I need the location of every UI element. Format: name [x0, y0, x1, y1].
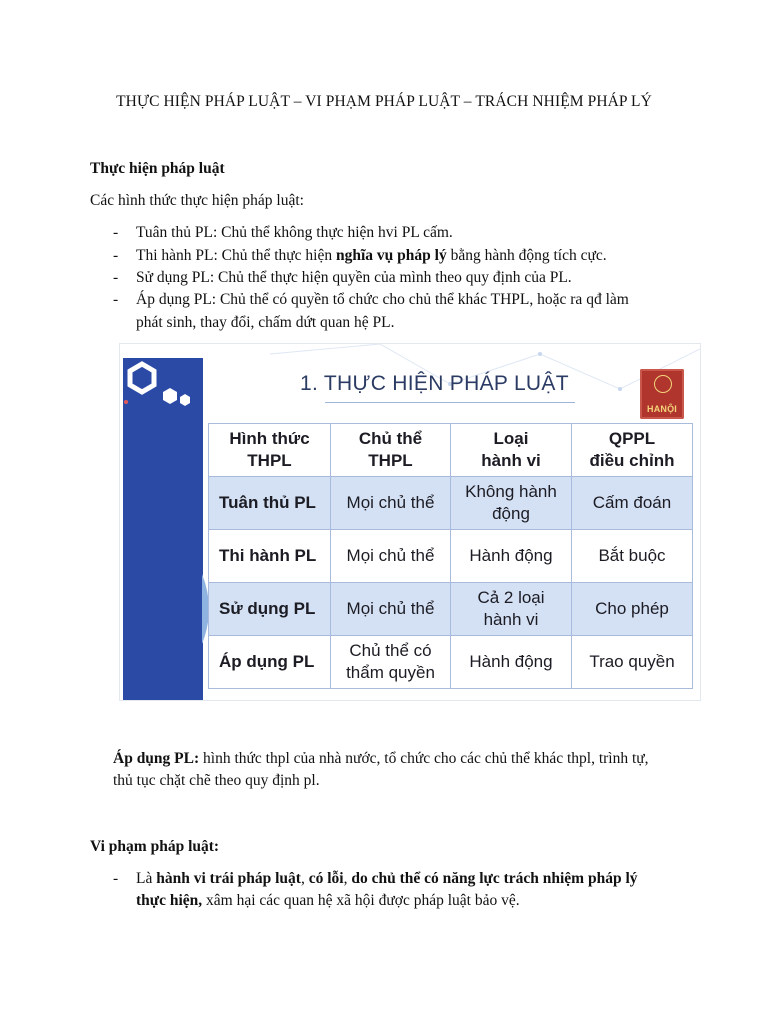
- bullet-dash: -: [113, 269, 119, 286]
- bullet-dash: -: [113, 870, 119, 887]
- table-cell: Cả 2 loại hành vi: [451, 583, 572, 636]
- list-item-text: Là hành vi trái pháp luật, có lỗi, do chủ thể có năng lực trách nhiệm pháp lý: [136, 870, 638, 887]
- bullet-dash: -: [113, 291, 119, 308]
- table-cell: Chủ thể có thẩm quyền: [331, 636, 451, 689]
- section-intro: Các hình thức thực hiện pháp luật:: [90, 192, 304, 209]
- table-cell: Cho phép: [572, 583, 693, 636]
- row-header: Thi hành PL: [209, 530, 331, 583]
- table-header-row: [209, 424, 693, 477]
- table-cell: Mọi chủ thể: [331, 477, 451, 530]
- table-row: [209, 583, 693, 636]
- emphasis: nghĩa vụ pháp lý: [335, 247, 447, 264]
- title-underline: [325, 402, 575, 403]
- apdung-paragraph-line2: thủ tục chặt chẽ theo quy định pl.: [113, 772, 320, 789]
- table-cell: Không hành động: [451, 477, 572, 530]
- emphasis: Áp dụng PL:: [113, 750, 200, 767]
- apdung-paragraph-line1: Áp dụng PL: hình thức thpl của nhà nước, tổ chức cho các chủ thể khác thpl, trình tự,: [113, 750, 649, 767]
- table-cell: Hành động: [451, 530, 572, 583]
- list-item-text: Áp dụng PL: Chủ thể có quyền tổ chức cho chủ thể khác THPL, hoặc ra qđ làm: [136, 291, 629, 308]
- table-cell: Trao quyền: [572, 636, 693, 689]
- university-logo: [640, 369, 684, 419]
- slide-image: [119, 343, 701, 701]
- table-cell: Cấm đoán: [572, 477, 693, 530]
- slide-title: 1. THỰC HIỆN PHÁP LUẬT: [300, 372, 569, 395]
- document-title: THỰC HIỆN PHÁP LUẬT – VI PHẠM PHÁP LUẬT – TRÁCH NHIỆM PHÁP LÝ: [116, 93, 652, 110]
- table-cell: Mọi chủ thể: [331, 530, 451, 583]
- hexagon-icon: [120, 358, 200, 418]
- table-row: [209, 636, 693, 689]
- bullet-dash: -: [113, 247, 119, 264]
- row-header: Áp dụng PL: [209, 636, 331, 689]
- table-cell: Bắt buộc: [572, 530, 693, 583]
- column-header: Loại hành vi: [451, 424, 572, 477]
- section-heading-vi-pham: Vi phạm pháp luật:: [90, 838, 220, 855]
- table-cell: Hành động: [451, 636, 572, 689]
- logo-text: HANỘI: [647, 404, 677, 414]
- bullet-dash: -: [113, 224, 119, 241]
- column-header: QPPL điều chỉnh: [572, 424, 693, 477]
- list-item-text: Sử dụng PL: Chủ thể thực hiện quyền của mình theo quy định của PL.: [136, 269, 572, 286]
- forms-table: [208, 423, 693, 689]
- table-row: [209, 530, 693, 583]
- table-row: [209, 477, 693, 530]
- section-heading-thuc-hien: Thực hiện pháp luật: [90, 160, 225, 177]
- list-item-text: Tuân thủ PL: Chủ thể không thực hiện hvi PL cấm.: [136, 224, 453, 241]
- list-item-continuation: thực hiện, xâm hại các quan hệ xã hội được pháp luật bảo vệ.: [136, 892, 520, 909]
- column-header: Chủ thể THPL: [331, 424, 451, 477]
- table-cell: Mọi chủ thể: [331, 583, 451, 636]
- row-header: Tuân thủ PL: [209, 477, 331, 530]
- row-header: Sử dụng PL: [209, 583, 331, 636]
- emblem-icon: [654, 375, 672, 393]
- column-header: Hình thức THPL: [209, 424, 331, 477]
- list-item-text: Thi hành PL: Chủ thể thực hiện nghĩa vụ pháp lý bằng hành động tích cực.: [136, 247, 607, 264]
- list-item-continuation: phát sinh, thay đổi, chấm dứt quan hệ PL.: [136, 314, 395, 331]
